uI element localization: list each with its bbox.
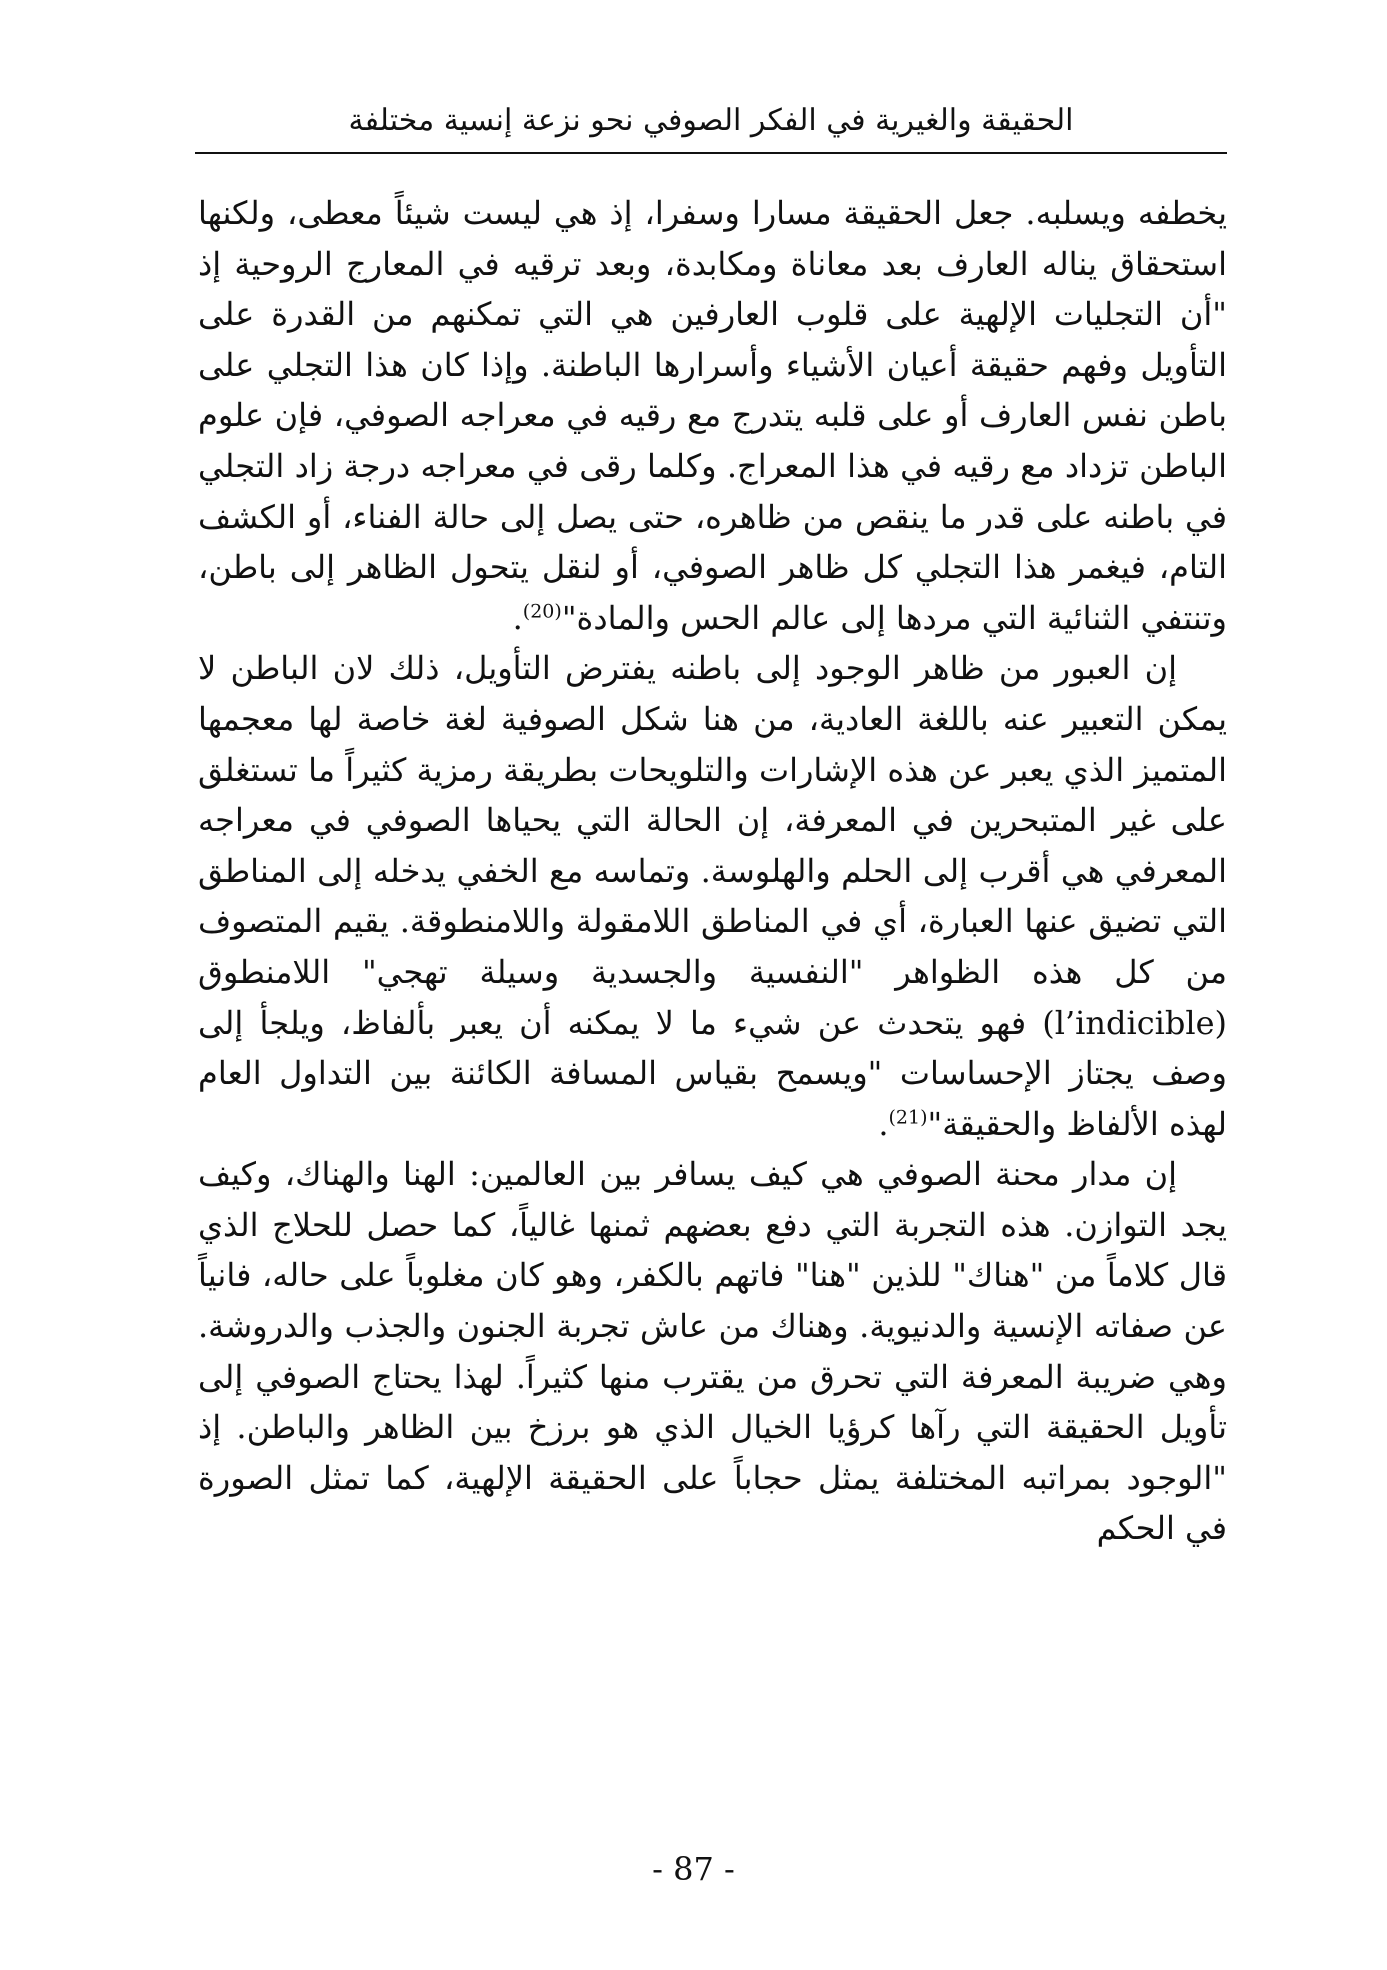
paragraph-3 (198, 1149, 1227, 1554)
body-text (198, 188, 1227, 1554)
paragraph-end: . (878, 1104, 889, 1143)
header-divider (195, 152, 1227, 154)
paragraph-text: إن مدار محنة الصوفي هي كيف يسافر بين العالمين: الهنا والهناك، وكيف يجد التوازن. هذه التجربة التي دفع بعضهم ثمنها غالياً، كما حصل للحلاج الذي قال كلاماً من "هناك" للذين "هنا" فاتهم بالكفر، وهو كان مغلوباً على حاله، فانياً عن صفاته الإنسية والدنيوية. وهناك من عاش تجربة الجنون والجذب والدروشة. وهي ضريبة المعرفة التي تحرق من يقترب منها كثيراً. لهذا يحتاج الصوفي إلى تأويل الحقيقة التي رآها كرؤيا الخيال الذي هو برزخ بين الظاهر والباطن. إذ "الوجود بمراتبه المختلفة يمثل حجاباً على الحقيقة الإلهية، كما تمثل الصورة في الحكم (198, 1155, 1228, 1548)
footnote-reference: (20) (522, 600, 562, 623)
page-number: - 87 - (652, 1850, 735, 1888)
paragraph-text: يخطفه ويسلبه. جعل الحقيقة مسارا وسفرا، إذ هي ليست شيئاً معطى، ولكنها استحقاق يناله العارف بعد معاناة ومكابدة، وبعد ترقيه في المعارج الروحية إذ "أن التجليات الإلهية على قلوب العارفين هي التي تمكنهم من القدرة على التأويل وفهم حقيقة أعيان الأشياء وأسرارها الباطنة. وإذا كان هذا التجلي على باطن نفس العارف أو على قلبه يتدرج مع رقيه في معراجه الصوفي، فإن علوم الباطن تزداد مع رقيه في هذا المعراج. وكلما رقى في معراجه درجة زاد التجلي في باطنه على قدر ما ينقص من ظاهره، حتى يصل إلى حالة الفناء، أو الكشف التام، فيغمر هذا التجلي كل ظاهر الصوفي، أو لنقل يتحول الظاهر إلى باطن، وتنتفي الثنائية التي مردها إلى عالم الحس والمادة" (198, 194, 1228, 637)
paragraph-end: . (512, 598, 523, 637)
footnote-reference: (21) (888, 1106, 928, 1129)
paragraph-2 (198, 643, 1227, 1149)
running-header: الحقيقة والغيرية في الفكر الصوفي نحو نزعة إنسية مختلفة (348, 103, 1074, 138)
paragraph-1 (198, 188, 1227, 643)
paragraph-text: إن العبور من ظاهر الوجود إلى باطنه يفترض التأويل، ذلك لان الباطن لا يمكن التعبير عنه باللغة العادية، من هنا شكل الصوفية لغة خاصة لها معجمها المتميز الذي يعبر عن هذه الإشارات والتلويحات بطريقة رمزية كثيراً ما تستغلق على غير المتبحرين في المعرفة، إن الحالة التي يحياها الصوفي في معراجه المعرفي هي أقرب إلى الحلم والهلوسة. وتماسه مع الخفي يدخله إلى المناطق التي تضيق عنها العبارة، أي في المناطق اللامقولة واللامنطوقة. يقيم المتصوف من كل هذه الظواهر "النفسية والجسدية وسيلة تهجي" اللامنطوق (l’indicible) فهو يتحدث عن شيء ما لا يمكنه أن يعبر بألفاظ، ويلجأ إلى وصف يجتاز الإحساسات "ويسمح بقياس المسافة الكائنة بين التداول العام لهذه الألفاظ والحقيقة" (198, 649, 1228, 1143)
